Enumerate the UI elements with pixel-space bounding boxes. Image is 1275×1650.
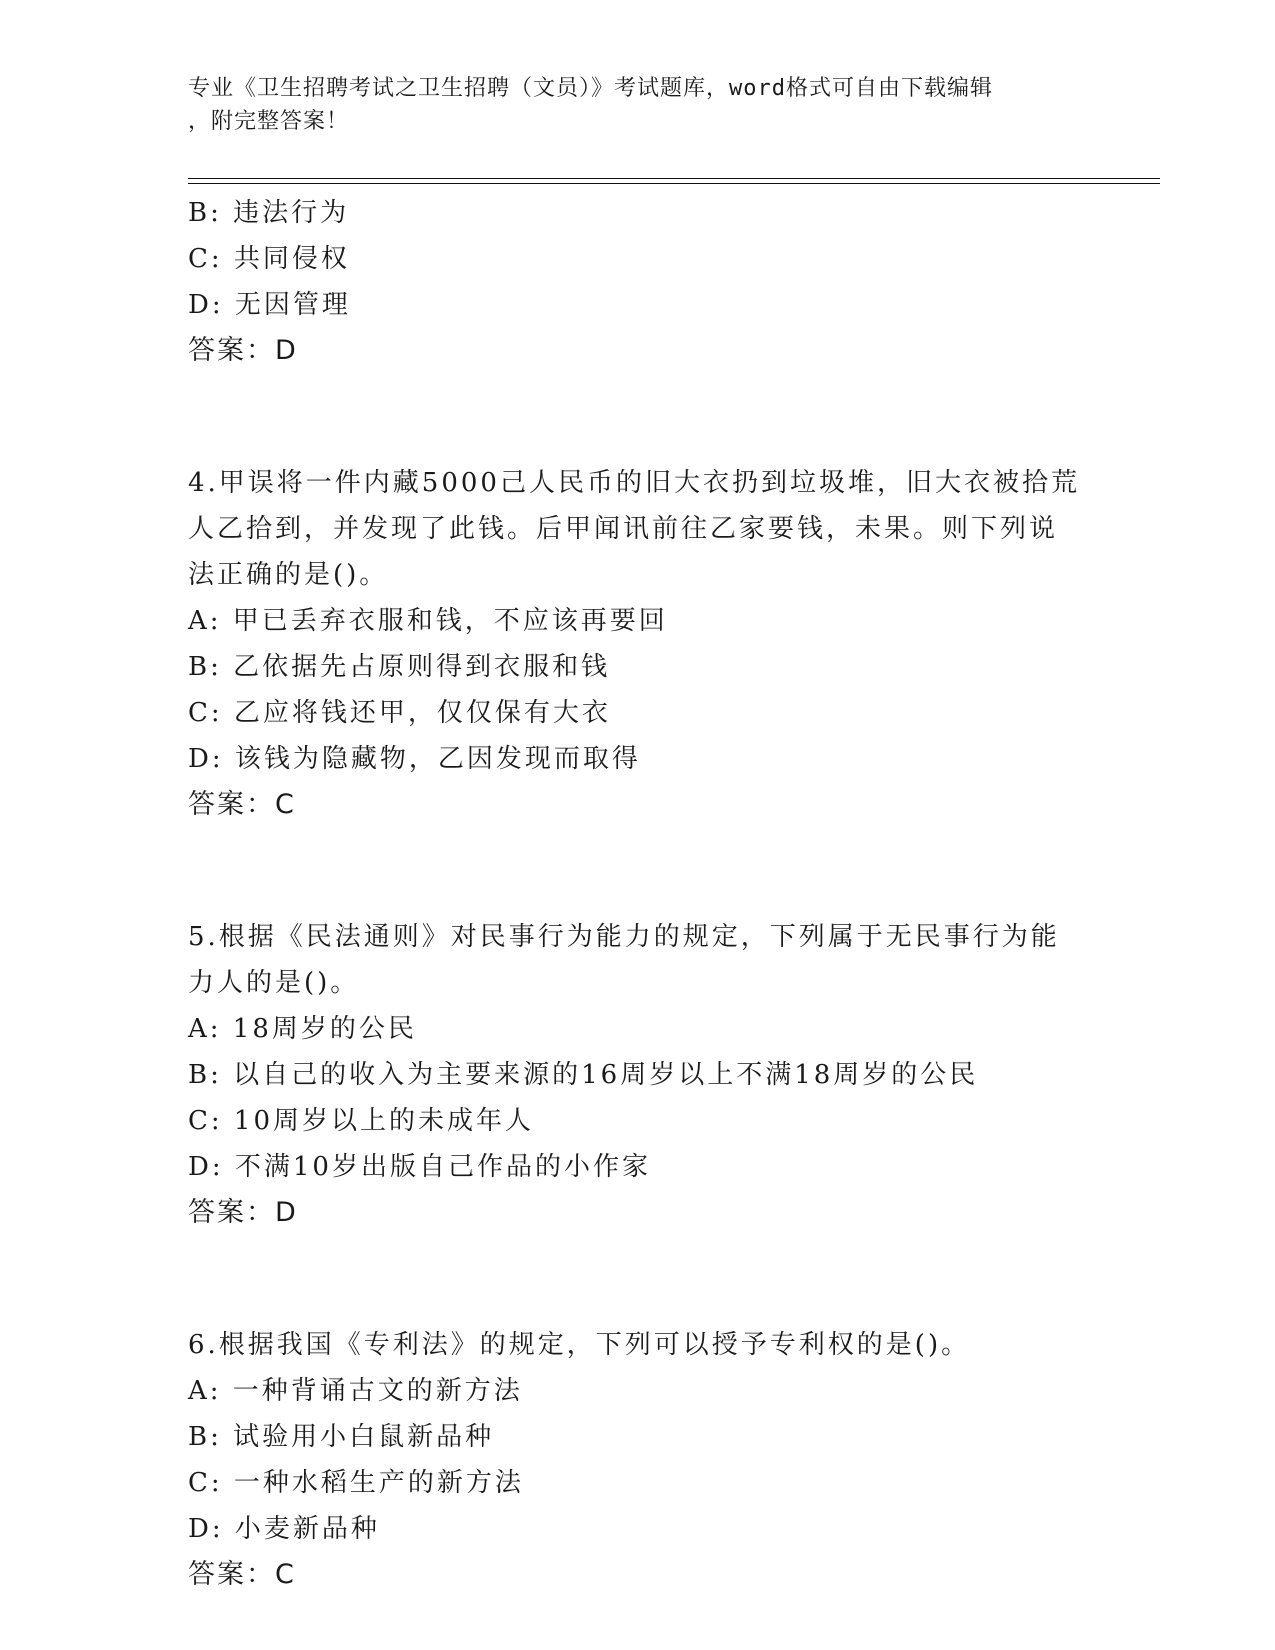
question-stem-line: 4.甲误将一件内藏5000己人民币的旧大衣扔到垃圾堆，旧大衣被拾荒 (188, 468, 1080, 498)
option-c: C: 一种水稻生产的新方法 (188, 1468, 524, 1498)
header-line-2: ，附完整答案！ (188, 109, 350, 134)
option-c: C: 10周岁以上的未成年人 (188, 1106, 535, 1136)
question-list (188, 190, 1088, 1598)
answer-line: 答案：D (188, 1197, 298, 1228)
question-stem-line: 法正确的是()。 (188, 560, 389, 590)
option-b: B: 试验用小白鼠新品种 (188, 1422, 495, 1452)
question-stem-line: 力人的是()。 (188, 968, 360, 998)
option-c: C: 共同侵权 (188, 244, 350, 274)
answer-line: 答案：C (188, 789, 296, 820)
option-a: A: 甲已丢弃衣服和钱，不应该再要回 (188, 606, 668, 636)
header-divider-bottom (188, 183, 1160, 184)
question-stem-line: 人乙拾到，并发现了此钱。后甲闻讯前往乙家要钱，未果。则下列说 (188, 514, 1059, 544)
option-d: D: 不满10岁出版自己作品的小作家 (188, 1152, 651, 1182)
answer-line: 答案：C (188, 1559, 296, 1590)
question-stem-line: 6.根据我国《专利法》的规定，下列可以授予专利权的是()。 (188, 1330, 971, 1360)
header-divider-top (188, 178, 1160, 179)
option-a: A: 一种背诵古文的新方法 (188, 1376, 523, 1406)
answer-line: 答案：D (188, 335, 298, 366)
option-d: D: 该钱为隐藏物，乙因发现而取得 (188, 744, 641, 774)
question-6 (188, 1322, 1088, 1598)
option-a: A: 18周岁的公民 (188, 1014, 417, 1044)
option-b: B: 乙依据先占原则得到衣服和钱 (188, 652, 611, 682)
option-b: B: 违法行为 (188, 198, 350, 228)
option-b: B: 以自己的收入为主要来源的16周岁以上不满18周岁的公民 (188, 1060, 979, 1090)
option-c: C: 乙应将钱还甲，仅仅保有大衣 (188, 698, 611, 728)
question-3-tail (188, 190, 1088, 374)
header-line-1: 专业《卫生招聘考试之卫生招聘（文员）》考试题库，word格式可自由下载编辑 (188, 76, 993, 101)
question-5 (188, 914, 1088, 1236)
document-header (188, 72, 1088, 138)
question-stem-line: 5.根据《民法通则》对民事行为能力的规定，下列属于无民事行为能 (188, 922, 1060, 952)
option-d: D: 小麦新品种 (188, 1514, 380, 1544)
option-d: D: 无因管理 (188, 290, 351, 320)
question-4 (188, 460, 1088, 828)
